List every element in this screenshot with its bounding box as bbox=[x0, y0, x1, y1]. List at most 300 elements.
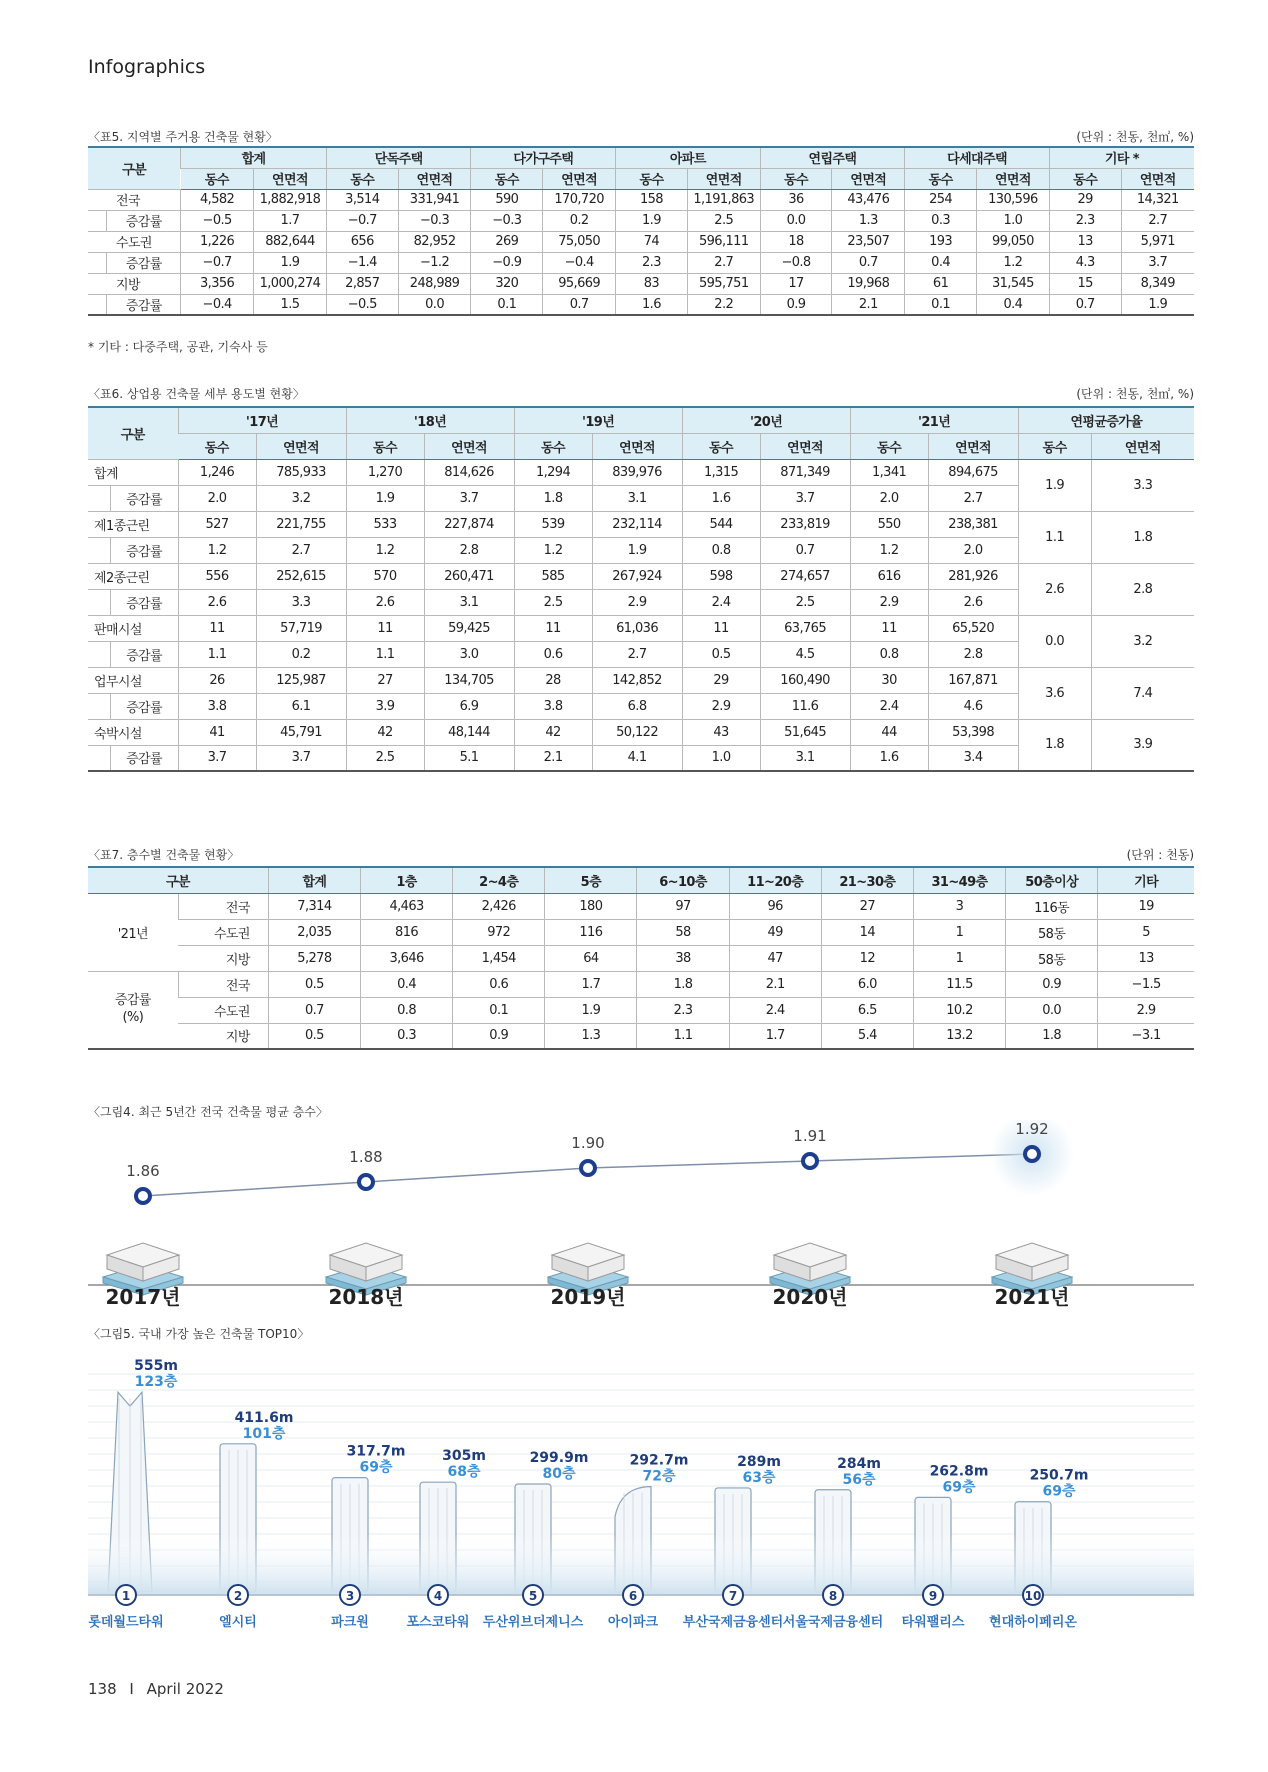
table5-note: * 기타 : 다중주택, 공관, 기숙사 등 bbox=[88, 340, 268, 354]
data-cell: 1,341 bbox=[850, 459, 928, 485]
data-cell: 5 bbox=[1098, 919, 1194, 945]
rank-number: 1 bbox=[121, 1589, 131, 1603]
avg-growth-count: 3.6 bbox=[1018, 667, 1091, 719]
data-cell: 2.3 bbox=[616, 252, 688, 273]
data-cell: 1,246 bbox=[178, 459, 256, 485]
data-cell: 23,507 bbox=[832, 231, 905, 252]
data-cell: 1,882,918 bbox=[254, 189, 327, 210]
header-group: 연립주택 bbox=[760, 147, 905, 168]
data-cell: 2.9 bbox=[682, 693, 760, 719]
data-cell: 539 bbox=[514, 511, 592, 537]
data-cell: −0.5 bbox=[326, 294, 398, 315]
region-label: 지방 bbox=[178, 1023, 268, 1049]
table-row bbox=[88, 168, 1194, 189]
data-cell: 1.2 bbox=[514, 537, 592, 563]
data-cell: 0.5 bbox=[268, 971, 360, 997]
data-cell: 814,626 bbox=[424, 459, 514, 485]
data-cell: 3.2 bbox=[256, 485, 346, 511]
row-label: 증감률 bbox=[110, 745, 178, 771]
indent-spacer bbox=[88, 252, 107, 273]
data-cell: 12 bbox=[821, 945, 913, 971]
indent-spacer bbox=[88, 210, 107, 231]
building-name: 타워팰리스 bbox=[901, 1615, 965, 1630]
section-header: Infographics bbox=[88, 56, 206, 78]
data-cell: 1.1 bbox=[178, 641, 256, 667]
data-cell: 656 bbox=[326, 231, 398, 252]
data-cell: 2.5 bbox=[346, 745, 424, 771]
footer-separator: I bbox=[129, 1680, 134, 1698]
data-cell: 19,968 bbox=[832, 273, 905, 294]
table7-unit: (단위 : 천동) bbox=[1126, 848, 1194, 862]
data-cell: 2.9 bbox=[1098, 997, 1194, 1023]
height-label: 262.8m bbox=[929, 1463, 989, 1480]
data-cell: 1.7 bbox=[254, 210, 327, 231]
header-group: '19년 bbox=[514, 407, 682, 433]
data-cell: 2.3 bbox=[637, 997, 729, 1023]
table-row bbox=[88, 433, 1194, 459]
data-cell: 1.9 bbox=[545, 997, 637, 1023]
data-cell: 544 bbox=[682, 511, 760, 537]
data-cell: −1.4 bbox=[326, 252, 398, 273]
avg-growth-count: 1.8 bbox=[1018, 719, 1091, 771]
data-cell: 1.8 bbox=[1006, 1023, 1098, 1049]
data-cell: 4,582 bbox=[181, 189, 254, 210]
data-cell: 596,111 bbox=[687, 231, 760, 252]
data-cell: 785,933 bbox=[256, 459, 346, 485]
data-cell: 6.0 bbox=[821, 971, 913, 997]
floors-label: 80층 bbox=[542, 1466, 576, 1483]
header-group: '21년 bbox=[850, 407, 1018, 433]
fig5-tallest-buildings-chart bbox=[88, 1344, 1194, 1644]
year-label: 2018년 bbox=[328, 1285, 404, 1309]
rank-number: 6 bbox=[628, 1589, 638, 1603]
data-cell: 130,596 bbox=[976, 189, 1049, 210]
rank-number: 9 bbox=[928, 1589, 938, 1603]
data-cell: 269 bbox=[471, 231, 543, 252]
data-cell: 0.1 bbox=[453, 997, 545, 1023]
table-row bbox=[88, 459, 1194, 485]
header-group: 다세대주택 bbox=[905, 147, 1050, 168]
page-number: 138 bbox=[88, 1680, 117, 1698]
data-cell: 2.5 bbox=[760, 589, 850, 615]
header-sub: 연면적 bbox=[832, 168, 905, 189]
data-cell: 75,050 bbox=[543, 231, 616, 252]
data-cell: 2.4 bbox=[729, 997, 821, 1023]
data-cell: 3.1 bbox=[592, 485, 682, 511]
data-cell: 3.9 bbox=[346, 693, 424, 719]
building-name: 포스코타워 bbox=[406, 1615, 470, 1630]
row-label: 증감률 bbox=[107, 252, 181, 273]
data-cell: 1.6 bbox=[850, 745, 928, 771]
row-label: 증감률 bbox=[107, 210, 181, 231]
header-gubun: 구분 bbox=[88, 147, 181, 189]
table-row bbox=[88, 407, 1194, 433]
row-label: 증감률 bbox=[110, 485, 178, 511]
data-cell: 82,952 bbox=[398, 231, 471, 252]
data-cell: 570 bbox=[346, 563, 424, 589]
header-gubun: 구분 bbox=[88, 407, 178, 459]
data-cell: 1.9 bbox=[616, 210, 688, 231]
indent-spacer bbox=[88, 485, 110, 511]
data-cell: 11 bbox=[346, 615, 424, 641]
data-cell: 2,857 bbox=[326, 273, 398, 294]
data-cell: 331,941 bbox=[398, 189, 471, 210]
data-cell: 2.7 bbox=[592, 641, 682, 667]
data-cell: 1.6 bbox=[682, 485, 760, 511]
data-cell: 2.7 bbox=[1121, 210, 1194, 231]
group-label-text: '21년 bbox=[117, 926, 148, 942]
data-cell: 5,971 bbox=[1121, 231, 1194, 252]
floors-label: 72층 bbox=[642, 1468, 676, 1485]
data-cell: 4.1 bbox=[592, 745, 682, 771]
row-label: 수도권 bbox=[88, 231, 181, 252]
height-label: 555m bbox=[134, 1358, 178, 1375]
value-label: 1.91 bbox=[793, 1127, 827, 1145]
header-group: 아파트 bbox=[616, 147, 761, 168]
data-cell: 1.2 bbox=[976, 252, 1049, 273]
data-cell: −0.5 bbox=[181, 210, 254, 231]
data-cell: 42 bbox=[346, 719, 424, 745]
header-group: 다가구주택 bbox=[471, 147, 616, 168]
data-cell: −1.2 bbox=[398, 252, 471, 273]
data-cell: 38 bbox=[637, 945, 729, 971]
group-label-unit: (%) bbox=[122, 1009, 144, 1025]
header-sub: 동수 bbox=[850, 433, 928, 459]
rank-number: 8 bbox=[828, 1589, 838, 1603]
fig4-caption: 〈그림4. 최근 5년간 전국 건축물 평균 층수〉 bbox=[88, 1105, 328, 1119]
height-label: 305m bbox=[442, 1448, 486, 1465]
rank-number: 10 bbox=[1024, 1589, 1042, 1603]
data-cell: 260,471 bbox=[424, 563, 514, 589]
fig5-caption: 〈그림5. 국내 가장 높은 건축물 TOP10〉 bbox=[88, 1327, 310, 1341]
data-cell: 0.7 bbox=[268, 997, 360, 1023]
data-cell: 894,675 bbox=[928, 459, 1018, 485]
header-col: 2~4층 bbox=[453, 867, 545, 893]
data-cell: 2.6 bbox=[928, 589, 1018, 615]
data-cell: 2.5 bbox=[514, 589, 592, 615]
data-cell: 3.7 bbox=[256, 745, 346, 771]
data-cell: 550 bbox=[850, 511, 928, 537]
row-label: 증감률 bbox=[110, 693, 178, 719]
rank-number: 5 bbox=[528, 1589, 538, 1603]
data-cell: 4.3 bbox=[1049, 252, 1121, 273]
data-cell: 1.0 bbox=[976, 210, 1049, 231]
data-cell: 5.4 bbox=[821, 1023, 913, 1049]
row-label: 지방 bbox=[88, 273, 181, 294]
data-cell: 1.7 bbox=[545, 971, 637, 997]
data-cell: 49 bbox=[729, 919, 821, 945]
data-cell: 48,144 bbox=[424, 719, 514, 745]
data-cell: 595,751 bbox=[687, 273, 760, 294]
table-row bbox=[88, 919, 1194, 945]
data-cell: −0.4 bbox=[543, 252, 616, 273]
table6-unit: (단위 : 천동, 천㎡, %) bbox=[1076, 387, 1194, 401]
data-cell: 1.2 bbox=[178, 537, 256, 563]
data-cell: 29 bbox=[682, 667, 760, 693]
header-col: 6~10층 bbox=[637, 867, 729, 893]
floors-label: 69층 bbox=[1042, 1483, 1076, 1500]
data-cell: 2.6 bbox=[178, 589, 256, 615]
data-point bbox=[803, 1154, 817, 1168]
table6-commercial-buildings bbox=[88, 406, 1194, 772]
data-cell: 2.7 bbox=[928, 485, 1018, 511]
data-cell: 96 bbox=[729, 893, 821, 919]
data-cell: 11 bbox=[514, 615, 592, 641]
data-cell: 1.7 bbox=[729, 1023, 821, 1049]
data-cell: 53,398 bbox=[928, 719, 1018, 745]
data-cell: 3.1 bbox=[760, 745, 850, 771]
header-sub: 동수 bbox=[1018, 433, 1091, 459]
table-row bbox=[88, 189, 1194, 210]
height-label: 250.7m bbox=[1029, 1467, 1089, 1484]
header-sub: 연면적 bbox=[976, 168, 1049, 189]
floors-label: 68층 bbox=[447, 1464, 481, 1481]
data-cell: 3,356 bbox=[181, 273, 254, 294]
region-label: 전국 bbox=[178, 893, 268, 919]
value-label: 1.90 bbox=[571, 1134, 605, 1152]
indent-spacer bbox=[88, 641, 110, 667]
header-sub: 연면적 bbox=[424, 433, 514, 459]
data-cell: 1,270 bbox=[346, 459, 424, 485]
data-cell: 142,852 bbox=[592, 667, 682, 693]
data-cell: 4.6 bbox=[928, 693, 1018, 719]
data-cell: 3.7 bbox=[424, 485, 514, 511]
data-cell: 0.4 bbox=[905, 252, 977, 273]
data-cell: 233,819 bbox=[760, 511, 850, 537]
data-cell: 31,545 bbox=[976, 273, 1049, 294]
data-cell: 83 bbox=[616, 273, 688, 294]
header-sub: 연면적 bbox=[760, 433, 850, 459]
table-row bbox=[88, 147, 1194, 168]
page-footer bbox=[88, 1680, 224, 1698]
data-cell: 254 bbox=[905, 189, 977, 210]
avg-growth-area: 7.4 bbox=[1091, 667, 1194, 719]
data-cell: 1 bbox=[913, 919, 1005, 945]
header-col: 21~30층 bbox=[821, 867, 913, 893]
table-row bbox=[88, 273, 1194, 294]
header-group: '17년 bbox=[178, 407, 346, 433]
data-cell: 64 bbox=[545, 945, 637, 971]
data-cell: 0.6 bbox=[514, 641, 592, 667]
header-sub: 연면적 bbox=[687, 168, 760, 189]
data-cell: 43 bbox=[682, 719, 760, 745]
header-sub: 동수 bbox=[760, 168, 832, 189]
data-cell: 2.1 bbox=[832, 294, 905, 315]
data-cell: 1,191,863 bbox=[687, 189, 760, 210]
data-cell: 2.2 bbox=[687, 294, 760, 315]
row-label: 업무시설 bbox=[88, 667, 178, 693]
data-cell: 2.4 bbox=[850, 693, 928, 719]
table-row bbox=[88, 867, 1194, 893]
data-cell: 42 bbox=[514, 719, 592, 745]
data-cell: 882,644 bbox=[254, 231, 327, 252]
data-cell: 274,657 bbox=[760, 563, 850, 589]
header-sub: 연면적 bbox=[928, 433, 1018, 459]
row-label: 제2종근린 bbox=[88, 563, 178, 589]
data-cell: 0.4 bbox=[976, 294, 1049, 315]
header-group: 연평균증가율 bbox=[1018, 407, 1194, 433]
header-group: '18년 bbox=[346, 407, 514, 433]
data-point bbox=[1025, 1147, 1039, 1161]
header-gubun: 구분 bbox=[88, 867, 268, 893]
data-cell: −0.9 bbox=[471, 252, 543, 273]
value-label: 1.86 bbox=[126, 1162, 160, 1180]
data-cell: 0.9 bbox=[760, 294, 832, 315]
avg-growth-count: 0.0 bbox=[1018, 615, 1091, 667]
header-col: 기타 bbox=[1098, 867, 1194, 893]
table7-caption: 〈표7. 층수별 건축물 현황〉 bbox=[88, 848, 240, 862]
header-sub: 동수 bbox=[178, 433, 256, 459]
data-cell: 2.9 bbox=[850, 589, 928, 615]
data-cell: 281,926 bbox=[928, 563, 1018, 589]
data-cell: 2.0 bbox=[178, 485, 256, 511]
data-cell: 0.7 bbox=[760, 537, 850, 563]
data-cell: 65,520 bbox=[928, 615, 1018, 641]
header-sub: 동수 bbox=[514, 433, 592, 459]
header-sub: 동수 bbox=[616, 168, 688, 189]
data-cell: 616 bbox=[850, 563, 928, 589]
data-cell: 232,114 bbox=[592, 511, 682, 537]
data-cell: 27 bbox=[346, 667, 424, 693]
data-cell: 1.8 bbox=[637, 971, 729, 997]
data-cell: 3.7 bbox=[760, 485, 850, 511]
data-cell: 8,349 bbox=[1121, 273, 1194, 294]
data-cell: 4,463 bbox=[360, 893, 452, 919]
row-label: 판매시설 bbox=[88, 615, 178, 641]
building-name: 엘시티 bbox=[219, 1615, 257, 1630]
header-sub: 동수 bbox=[905, 168, 977, 189]
data-cell: 18 bbox=[760, 231, 832, 252]
data-cell: 74 bbox=[616, 231, 688, 252]
data-cell: 2.0 bbox=[928, 537, 1018, 563]
data-cell: 248,989 bbox=[398, 273, 471, 294]
data-cell: 1.1 bbox=[346, 641, 424, 667]
data-cell: 0.2 bbox=[543, 210, 616, 231]
header-sub: 동수 bbox=[1049, 168, 1121, 189]
data-cell: 41 bbox=[178, 719, 256, 745]
year-label: 2020년 bbox=[772, 1285, 848, 1309]
data-cell: 29 bbox=[1049, 189, 1121, 210]
data-cell: 1.9 bbox=[1121, 294, 1194, 315]
avg-growth-area: 3.3 bbox=[1091, 459, 1194, 511]
data-cell: 2.9 bbox=[592, 589, 682, 615]
data-cell: −0.3 bbox=[471, 210, 543, 231]
data-cell: 3.0 bbox=[424, 641, 514, 667]
data-cell: 0.9 bbox=[453, 1023, 545, 1049]
data-cell: 1,294 bbox=[514, 459, 592, 485]
data-cell: 0.5 bbox=[682, 641, 760, 667]
data-cell: 267,924 bbox=[592, 563, 682, 589]
row-label: 증감률 bbox=[110, 641, 178, 667]
data-cell: 2.4 bbox=[682, 589, 760, 615]
data-cell: 13.2 bbox=[913, 1023, 1005, 1049]
data-cell: 13 bbox=[1098, 945, 1194, 971]
data-cell: 1,315 bbox=[682, 459, 760, 485]
data-cell: 99,050 bbox=[976, 231, 1049, 252]
building-name: 서울국제금융센터 bbox=[782, 1615, 884, 1630]
avg-growth-count: 1.1 bbox=[1018, 511, 1091, 563]
header-sub: 연면적 bbox=[543, 168, 616, 189]
data-cell: 1.9 bbox=[592, 537, 682, 563]
data-cell: −1.5 bbox=[1098, 971, 1194, 997]
region-label: 전국 bbox=[178, 971, 268, 997]
table-row bbox=[88, 563, 1194, 589]
data-cell: 14 bbox=[821, 919, 913, 945]
table5-caption: 〈표5. 지역별 주거용 건축물 현황〉 bbox=[88, 130, 278, 144]
data-cell: 3.7 bbox=[1121, 252, 1194, 273]
data-cell: 36 bbox=[760, 189, 832, 210]
data-cell: 0.1 bbox=[905, 294, 977, 315]
year-label: 2019년 bbox=[550, 1285, 626, 1309]
data-cell: 0.0 bbox=[760, 210, 832, 231]
table-row bbox=[88, 971, 1194, 997]
data-cell: 11.5 bbox=[913, 971, 1005, 997]
indent-spacer bbox=[88, 745, 110, 771]
data-cell: 1.9 bbox=[346, 485, 424, 511]
table5-caption-row bbox=[88, 128, 1194, 145]
data-cell: 4.5 bbox=[760, 641, 850, 667]
data-cell: 14,321 bbox=[1121, 189, 1194, 210]
data-cell: 2.3 bbox=[1049, 210, 1121, 231]
table-row bbox=[88, 893, 1194, 919]
header-col: 50층이상 bbox=[1006, 867, 1098, 893]
header-sub: 동수 bbox=[471, 168, 543, 189]
data-cell: 871,349 bbox=[760, 459, 850, 485]
table-row bbox=[88, 231, 1194, 252]
data-cell: 0.5 bbox=[268, 1023, 360, 1049]
data-cell: 227,874 bbox=[424, 511, 514, 537]
header-col: 합계 bbox=[268, 867, 360, 893]
rank-number: 2 bbox=[233, 1589, 243, 1603]
data-cell: 585 bbox=[514, 563, 592, 589]
rank-number: 7 bbox=[728, 1589, 738, 1603]
data-cell: −0.7 bbox=[326, 210, 398, 231]
data-cell: 26 bbox=[178, 667, 256, 693]
data-cell: 0.0 bbox=[1006, 997, 1098, 1023]
table-row bbox=[88, 511, 1194, 537]
height-label: 299.9m bbox=[529, 1450, 589, 1467]
row-label: 증감률 bbox=[107, 294, 181, 315]
data-cell: −0.8 bbox=[760, 252, 832, 273]
data-point bbox=[359, 1175, 373, 1189]
data-cell: 533 bbox=[346, 511, 424, 537]
rank-number: 4 bbox=[433, 1589, 443, 1603]
data-cell: 1.5 bbox=[254, 294, 327, 315]
header-sub: 연면적 bbox=[398, 168, 471, 189]
data-cell: 2.1 bbox=[729, 971, 821, 997]
data-cell: 1.3 bbox=[545, 1023, 637, 1049]
data-cell: 61,036 bbox=[592, 615, 682, 641]
header-group: 단독주택 bbox=[326, 147, 471, 168]
data-cell: 590 bbox=[471, 189, 543, 210]
data-cell: 27 bbox=[821, 893, 913, 919]
header-sub: 동수 bbox=[181, 168, 254, 189]
data-cell: 0.1 bbox=[471, 294, 543, 315]
data-cell: 1.1 bbox=[637, 1023, 729, 1049]
avg-growth-area: 2.8 bbox=[1091, 563, 1194, 615]
table-row bbox=[88, 719, 1194, 745]
data-point bbox=[136, 1189, 150, 1203]
data-cell: 45,791 bbox=[256, 719, 346, 745]
height-label: 284m bbox=[837, 1455, 881, 1472]
data-cell: 972 bbox=[453, 919, 545, 945]
data-cell: 58 bbox=[637, 919, 729, 945]
table-row bbox=[88, 945, 1194, 971]
data-cell: 1 bbox=[913, 945, 1005, 971]
year-label: 2017년 bbox=[105, 1285, 181, 1309]
data-cell: 30 bbox=[850, 667, 928, 693]
group-label-text: 증감률 bbox=[114, 992, 151, 1008]
